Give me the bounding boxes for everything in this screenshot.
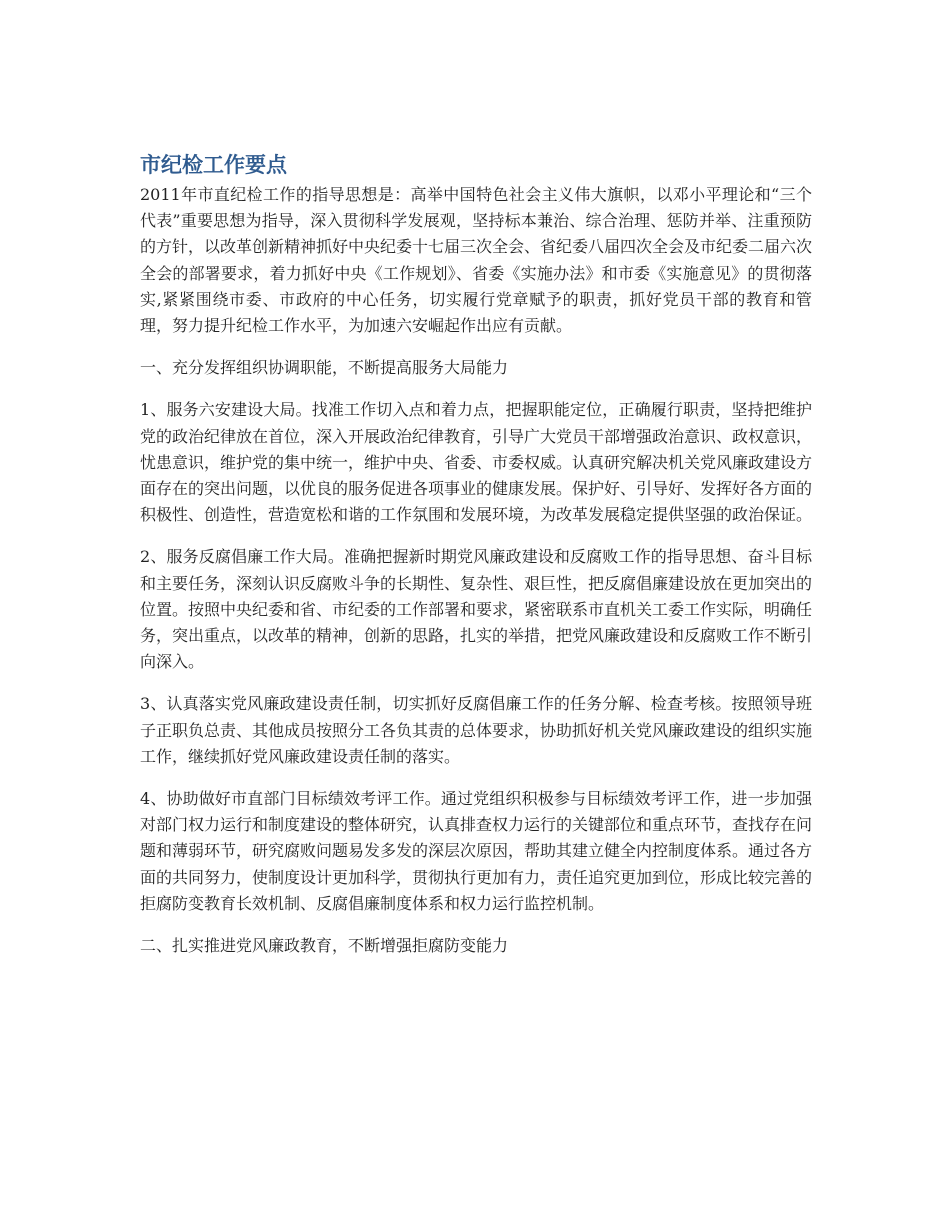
document-page bbox=[140, 150, 812, 975]
section-heading-1: 一、充分发挥组织协调职能，不断提高服务大局能力 bbox=[140, 358, 509, 378]
item-paragraph-2: 2、服务反腐倡廉工作大局。准确把握新时期党风廉政建设和反腐败工作的指导思想、奋斗目标和主要任务，深刻认识反腐败斗争的长期性、复杂性、艰巨性，把反腐倡廉建设放在更加突出的位置。按照中央纪委和省、市纪委的工作部署和要求，紧密联系市直机关工委工作实际，明确任务，突出重点，以改革的精神，创新的思路，扎实的举措，把党风廉政建设和反腐败工作不断引向深入。 bbox=[140, 547, 813, 672]
item-paragraph-1: 1、服务六安建设大局。找准工作切入点和着力点，把握职能定位，正确履行职责，坚持把维护党的政治纪律放在首位，深入开展政治纪律教育，引导广大党员干部增强政治意识、政权意识，忧患意识，维护党的集中统一，维护中央、省委、市委权威。认真研究解决机关党风廉政建设方面存在的突出问题，以优良的服务促进各项事业的健康发展。保护好、引导好、发挥好各方面的积极性、创造性，营造宽松和谐的工作氛围和发展环境，为改革发展稳定提供坚强的政治保证。 bbox=[140, 400, 813, 525]
item-paragraph-4: 4、协助做好市直部门目标绩效考评工作。通过党组织积极参与目标绩效考评工作，进一步加强对部门权力运行和制度建设的整体研究，认真排查权力运行的关键部位和重点环节，查找存在问题和薄弱环节，研究腐败问题易发多发的深层次原因，帮助其建立健全内控制度体系。通过各方面的共同努力，使制度设计更加科学，贯彻执行更加有力，责任追究更加到位，形成比较完善的拒腐防变教育长效机制、反腐倡廉制度体系和权力运行监控机制。 bbox=[140, 789, 813, 913]
document-title: 市纪检工作要点 bbox=[140, 153, 287, 177]
item-paragraph-3: 3、认真落实党风廉政建设责任制，切实抓好反腐倡廉工作的任务分解、检查考核。按照领导班子正职负总责、其他成员按照分工各负其责的总体要求，协助抓好机关党风廉政建设的组织实施工作，继续抓好党风廉政建设责任制的落实。 bbox=[140, 694, 813, 766]
intro-paragraph: 2011年市直纪检工作的指导思想是：高举中国特色社会主义伟大旗帜，以邓小平理论和“三个代表”重要思想为指导，深入贯彻科学发展观，坚持标本兼治、综合治理、惩防并举、注重预防的方针，以改革创新精神抓好中央纪委十七届三次全会、省纪委八届四次全会及市纪委二届六次全会的部署要求，着力抓好中央《工作规划》、省委《实施办法》和市委《实施意见》的贯彻落实,紧紧围绕市委、市政府的中心任务，切实履行党章赋予的职责，抓好党员干部的教育和管理，努力提升纪检工作水平，为加速六安崛起作出应有贡献。 bbox=[140, 185, 813, 336]
section-heading-2: 二、扎实推进党风廉政教育，不断增强拒腐防变能力 bbox=[140, 936, 509, 956]
